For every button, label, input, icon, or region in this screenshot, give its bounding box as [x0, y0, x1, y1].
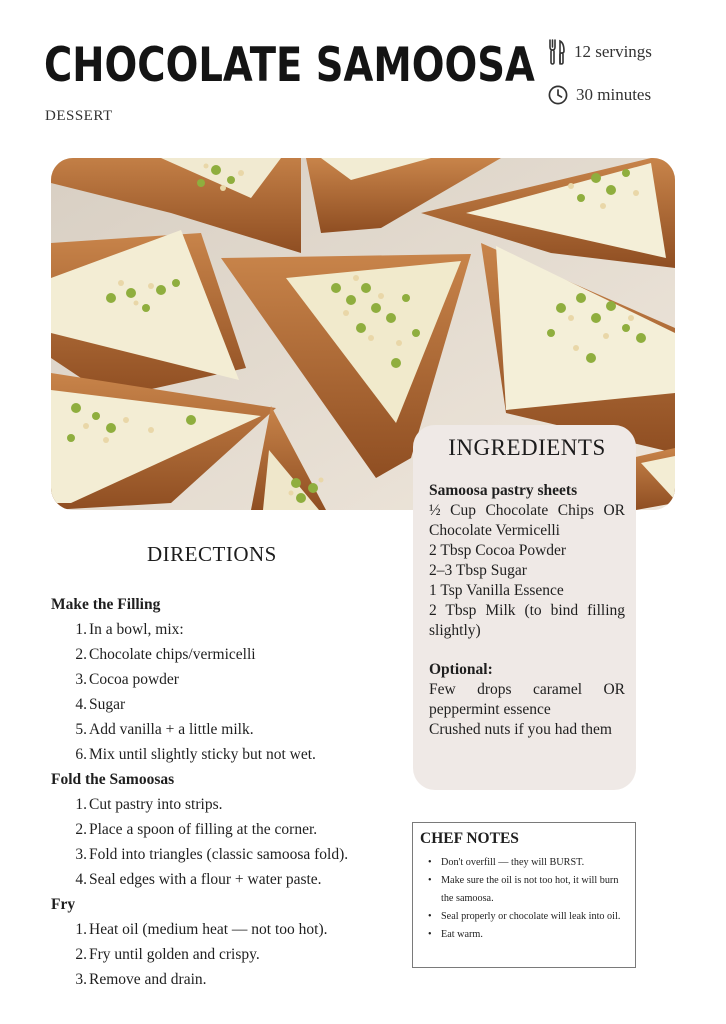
ingredient-item: 2–3 Tbsp Sugar — [429, 562, 527, 579]
section-heading: Make the Filling — [51, 596, 161, 613]
step-item — [51, 667, 391, 692]
step-text: Add vanilla + a little milk. — [89, 721, 254, 738]
note-text: Don't overfill — they will BURST. — [441, 857, 585, 868]
step-number: 1. — [75, 621, 87, 638]
step-text: Fold into triangles (classic samoosa fold). — [89, 846, 349, 863]
cutlery-icon — [548, 39, 566, 65]
ingredient-item: ½ Cup Chocolate Chips OR Chocolate Vermicelli — [429, 502, 625, 539]
step-item — [51, 967, 391, 992]
step-item — [51, 692, 391, 717]
step-item — [51, 742, 391, 767]
section-heading: Fry — [51, 896, 76, 913]
section-heading: Fold the Samoosas — [51, 771, 175, 788]
chef-notes-title: CHEF NOTES — [420, 830, 519, 847]
directions-title: DIRECTIONS — [147, 542, 277, 566]
note-text: Seal properly or chocolate will leak into oil. — [441, 911, 621, 922]
step-item — [51, 617, 391, 642]
step-number: 2. — [75, 821, 87, 838]
step-item — [51, 792, 391, 817]
step-number: 2. — [75, 946, 87, 963]
recipe-category: DESSERT — [45, 108, 113, 124]
bullet-icon: • — [428, 875, 432, 886]
step-item — [51, 817, 391, 842]
note-item — [420, 854, 627, 872]
step-number: 1. — [75, 796, 87, 813]
optional-item: Few drops caramel OR peppermint essence — [429, 681, 625, 718]
ingredient-item: 2 Tbsp Cocoa Powder — [429, 542, 567, 559]
step-text: Mix until slightly sticky but not wet. — [89, 746, 316, 763]
servings-info — [548, 39, 652, 65]
step-item — [51, 917, 391, 942]
optional-item: Crushed nuts if you had them — [429, 721, 612, 738]
step-text: In a bowl, mix: — [89, 621, 184, 638]
note-text: Eat warm. — [441, 929, 483, 940]
note-item — [420, 908, 627, 926]
optional-heading: Optional: — [429, 661, 493, 678]
step-number: 1. — [75, 921, 87, 938]
note-item — [420, 872, 627, 908]
note-text: Make sure the oil is not too hot, it will burn the samoosa. — [441, 875, 619, 904]
step-number: 3. — [75, 671, 87, 688]
servings-text: 12 servings — [574, 42, 652, 61]
time-info — [548, 85, 651, 105]
bullet-icon: • — [428, 929, 432, 940]
step-item — [51, 867, 391, 892]
ingredients-title: INGREDIENTS — [448, 435, 606, 460]
ingredient-item: 1 Tsp Vanilla Essence — [429, 582, 564, 599]
bullet-icon: • — [428, 911, 432, 922]
step-text: Heat oil (medium heat — not too hot). — [89, 921, 328, 938]
ingredients-panel — [413, 425, 636, 790]
step-number: 2. — [75, 646, 87, 663]
step-item — [51, 642, 391, 667]
clock-icon — [548, 85, 568, 105]
step-item — [51, 942, 391, 967]
step-number: 6. — [75, 746, 87, 763]
step-text: Seal edges with a flour + water paste. — [89, 871, 322, 888]
ingredient-item: 2 Tbsp Milk (to bind filling slightly) — [429, 602, 625, 639]
step-text: Chocolate chips/vermicelli — [89, 646, 256, 663]
recipe-title: CHOCOLATE SAMOOSA — [44, 38, 535, 93]
step-text: Cocoa powder — [89, 671, 179, 688]
step-number: 4. — [75, 696, 87, 713]
step-number: 3. — [75, 971, 87, 988]
directions-list — [51, 592, 391, 992]
step-text: Remove and drain. — [89, 971, 207, 988]
step-text: Fry until golden and crispy. — [89, 946, 260, 963]
bullet-icon: • — [428, 857, 432, 868]
step-text: Place a spoon of filling at the corner. — [89, 821, 318, 838]
step-text: Sugar — [89, 696, 126, 713]
step-item — [51, 842, 391, 867]
step-item — [51, 717, 391, 742]
time-text: 30 minutes — [576, 85, 652, 104]
step-number: 3. — [75, 846, 87, 863]
step-number: 4. — [75, 871, 87, 888]
ingredient-heading: Samoosa pastry sheets — [429, 482, 578, 499]
step-text: Cut pastry into strips. — [89, 796, 223, 813]
note-item — [420, 926, 627, 944]
step-number: 5. — [75, 721, 87, 738]
chef-notes-box — [412, 822, 636, 968]
